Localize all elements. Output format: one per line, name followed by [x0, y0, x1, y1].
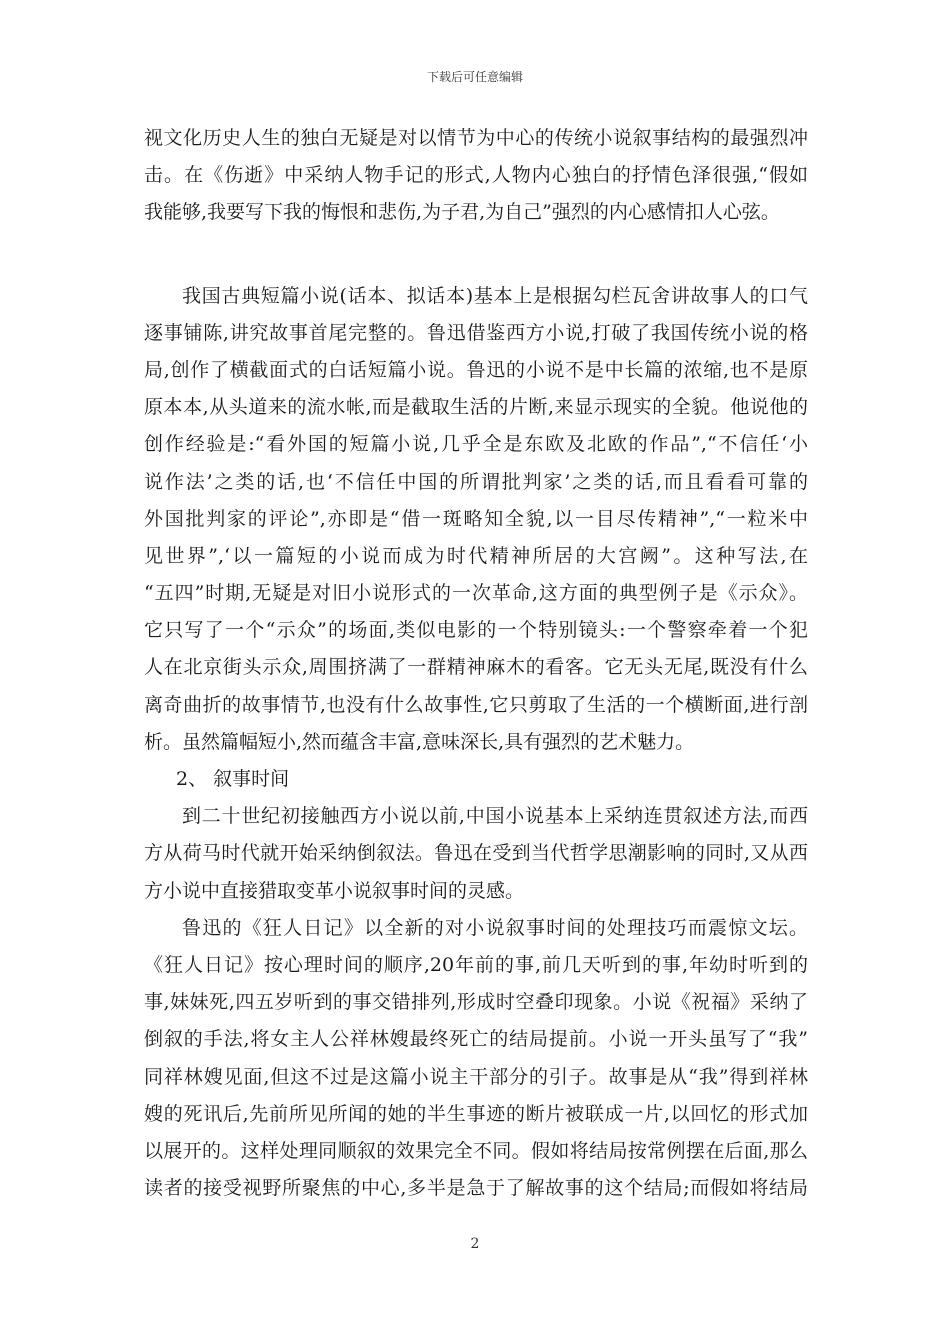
- paragraph-2: [144, 278, 808, 761]
- text-line: 创作经验是:“看外国的短篇小说,几乎全是东欧及北欧的作品”,“不信任‘小: [144, 433, 808, 456]
- text-line: 读者的接受视野所聚焦的中心,多半是急于了解故事的这个结局;而假如将结局: [144, 1177, 808, 1200]
- text-line: 方从荷马时代就开始采纳倒叙法。鲁迅在受到当代哲学思潮影响的同时,又从西: [144, 842, 808, 865]
- text-line: 见世界”,‘以一篇短的小说而成为时代精神所居的大宫阙”。这种写法,在: [144, 544, 808, 567]
- text-line: 原本本,从头道来的流水帐,而是截取生活的片断,来显示现实的全貌。他说他的: [144, 396, 808, 419]
- text-line: 倒叙的手法,将女主人公祥林嫂最终死亡的结局提前。小说一开头虽写了“我”: [144, 1028, 808, 1051]
- text-line: 到二十世纪初接触西方小说以前,中国小说基本上采纳连贯叙述方法,而西: [182, 805, 808, 828]
- text-line: 鲁迅的《狂人日记》以全新的对小说叙事时间的处理技巧而震惊文坛。: [182, 916, 808, 939]
- text-line: 视文化历史人生的独白无疑是对以情节为中心的传统小说叙事结构的最强烈冲: [144, 127, 808, 149]
- text-line: 析。虽然篇幅短小,然而蕴含丰富,意味深长,具有强烈的艺术魅力。: [144, 730, 695, 753]
- paragraph-1: [144, 120, 808, 232]
- text-line: 我国古典短篇小说(话本、拟话本)基本上是根据勾栏瓦舍讲故事人的口气: [182, 284, 808, 307]
- section-heading: 2、 叙事时间: [176, 768, 290, 790]
- text-line: 逐事铺陈,讲究故事首尾完整的。鲁迅借鉴西方小说,打破了我国传统小说的格: [144, 321, 808, 344]
- text-line: 外国批判家的评论”,亦即是“借一斑略知全貌,以一目尽传精神”,“一粒米中: [144, 507, 808, 530]
- paragraph-spacer: [144, 232, 808, 278]
- text-line: 人在北京街头示众,周围挤满了一群精神麻木的看客。它无头无尾,既没有什么: [144, 656, 808, 679]
- page-number: 2: [470, 1236, 480, 1252]
- page-header: 下载后可任意编辑: [426, 70, 523, 84]
- text-line: 击。在《伤逝》中采纳人物手记的形式,人物内心独白的抒情色泽很强,“假如: [144, 164, 808, 187]
- text-line: 局,创作了横截面式的白话短篇小说。鲁迅的小说不是中长篇的浓缩,也不是原: [144, 358, 808, 381]
- text-line: “五四”时期,无疑是对旧小说形式的一次革命,这方面的典型例子是《示众》。: [144, 582, 808, 605]
- text-line: 说作法’之类的话,也‘不信任中国的所谓批判家’之类的话,而且看看可靠的: [144, 470, 808, 493]
- text-line: 方小说中直接猎取变革小说叙事时间的灵感。: [144, 879, 525, 902]
- text-line: 《狂人日记》按心理时间的顺序,20年前的事,前几天听到的事,年幼时听到的: [144, 953, 808, 976]
- text-line: 离奇曲折的故事情节,也没有什么故事性,它只剪取了生活的一个横断面,进行剖: [144, 693, 808, 716]
- text-line: 以展开的。这样处理同顺叙的效果完全不同。假如将结局按常例摆在后面,那么: [144, 1139, 808, 1162]
- paragraph-4: [144, 910, 808, 1208]
- text-line: 我能够,我要写下我的悔恨和悲伤,为子君,为自己”强烈的内心感情扣人心弦。: [144, 201, 780, 224]
- paragraph-3: [144, 798, 808, 910]
- text-line: 嫂的死讯后,先前所见所闻的她的半生事迹的断片被联成一片,以回忆的形式加: [144, 1102, 808, 1125]
- text-line: 它只写了一个“示众”的场面,类似电影的一个特别镜头:一个警察牵着一个犯: [144, 619, 808, 642]
- text-line: 事,妹妹死,四五岁听到的事交错排列,形成时空叠印现象。小说《祝福》采纳了: [144, 991, 808, 1014]
- document-body: [144, 120, 808, 1207]
- text-line: 同祥林嫂见面,但这不过是这篇小说主干部分的引子。故事是从“我”得到祥林: [144, 1065, 808, 1088]
